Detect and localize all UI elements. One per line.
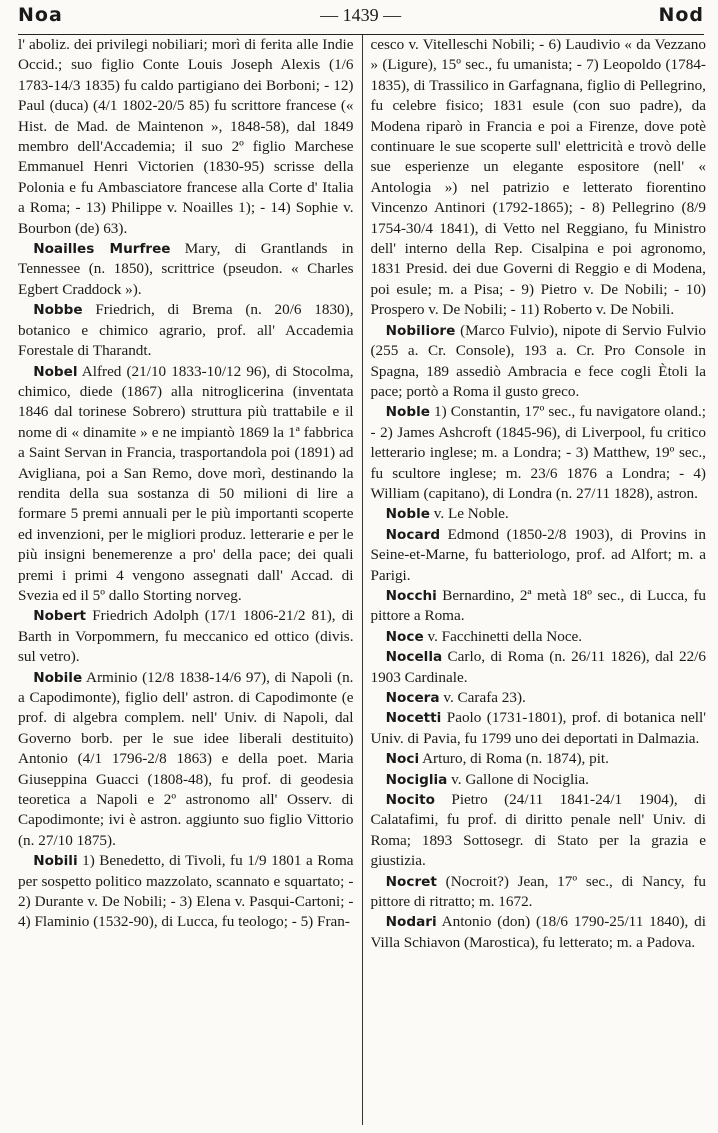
dictionary-entry: [370, 586, 706, 627]
entry-text: Mary, di Grantlands in Tennessee (n. 1850), scrittrice (pseudon. « Charles Egbert Craddock »).: [18, 240, 354, 298]
page-header: [18, 4, 704, 35]
dictionary-entry: [370, 790, 706, 872]
entry-headword: Nocard: [385, 526, 441, 543]
dictionary-entry: [18, 851, 354, 933]
column-rule: [362, 35, 363, 1125]
dictionary-entry: [370, 35, 706, 321]
page-number: — 1439 —: [320, 5, 402, 25]
dictionary-entry: [18, 35, 354, 239]
columns: [18, 35, 706, 1125]
dictionary-entry: [18, 362, 354, 607]
entry-headword: Nocella: [385, 649, 443, 666]
entry-headword: Nobel: [33, 363, 78, 380]
dictionary-entry: [18, 239, 354, 300]
entry-text: 1) Constantin, 17º sec., fu navigatore oland.; - 2) James Ashcroft (1845-96), di Liverpool, fu critico letterario inglese; m. a Londra; - 3) Matthew, 19º sec., fu scultore inglese; m. 23/6 1876 a Londra; - 4) William (capitano), di Londra (n. 27/11 1828), astron.: [370, 403, 706, 502]
entry-headword: Nobbe: [33, 302, 83, 319]
dictionary-entry: [370, 912, 706, 953]
entry-headword: Noce: [385, 628, 424, 645]
entry-text: 1) Benedetto, di Tivoli, fu 1/9 1801 a Roma per sospetto politico mazzolato, scannato e squartato; - 2) Durante v. De Nobili; - 3) Elena v. Pasqui-Cartoni; - 4) Flaminio (1532-90), di Lucca, fu teologo; - 5) Fran-: [18, 852, 354, 931]
entry-headword: Nobile: [33, 669, 83, 686]
dictionary-entry: [18, 300, 354, 361]
entry-text: v. Facchinetti della Noce.: [427, 627, 583, 645]
entry-headword: Noble: [385, 404, 430, 421]
entry-text: (Marco Fulvio), nipote di Servio Fulvio (255 a. Cr. Console), 193 a. Cr. Pro Console in Spagna, 189 assediò Ambracia e fece cogli Ètoli la pace; portò a Roma il gusto greco.: [370, 321, 706, 400]
entry-text: Arturo, di Roma (n. 1874), pit.: [422, 750, 609, 768]
dictionary-entry: [370, 749, 706, 769]
entry-text: Pietro (24/11 1841-24/1 1904), di Calatafimi, fu prof. di diritto penale nell' Univ. di Roma; 1893 Sottosegr. di Stato per la grazia e giustizia.: [370, 791, 706, 870]
entry-text: (Nocroit?) Jean, 17º sec., di Nancy, fu pittore di ritratto; m. 1672.: [370, 872, 706, 911]
entry-text: Friedrich, di Brema (n. 20/6 1830), botanico e chimico agrario, prof. all' Accademia Forestale di Tharandt.: [18, 301, 354, 360]
entry-text: Paolo (1731-1801), prof. di botanica nell' Univ. di Pavia, fu 1799 uno dei deportati in Dalmazia.: [370, 709, 706, 747]
entry-text: v. Carafa 23).: [443, 689, 526, 706]
header-right-word: Nod: [658, 4, 704, 26]
dictionary-entry: [370, 688, 706, 708]
entry-headword: Nocito: [385, 792, 435, 809]
entry-text: Arminio (12/8 1838-14/6 97), di Napoli (n. a Capodimonte), figlio dell' astron. di Capodimonte (e prof. di algebra complem. nell' Univ. di Napoli, dal Governo borb. per le sue idee liberali destituito) Antonio (4/1 1796-2/8 1863) e della poet. Maria Giuseppina Guacci (1808-48), fu prof. di geodesia teoretica a Napoli e 2º astronomo all' Osserv. di Capodimonte; ivi è astron. aggiunto suo figlio Vittorio (n. 27/10 1875).: [18, 668, 354, 849]
entry-text: Antonio (don) (18/6 1790-25/11 1840), di Villa Schiavon (Marostica), fu letterato; m. a Padova.: [370, 913, 706, 951]
header-left-word: Noa: [18, 4, 63, 26]
dictionary-entry: [370, 402, 706, 504]
left-column: [18, 35, 354, 1125]
entry-text: Friedrich Adolph (17/1 1806-21/2 81), di Barth in Vorpommern, fu meccanico ed ottico (divis. sul vetro).: [18, 607, 354, 666]
entry-headword: Nobert: [33, 608, 87, 625]
entry-text: Carlo, di Roma (n. 26/11 1826), dal 22/6 1903 Cardinale.: [370, 648, 706, 686]
entry-headword: Nocera: [385, 690, 440, 706]
entry-headword: Noailles Murfree: [33, 241, 171, 258]
entry-headword: Nocetti: [385, 710, 442, 727]
entry-headword: Nociglia: [385, 771, 448, 788]
entry-text: v. Le Noble.: [433, 505, 509, 523]
entry-headword: Noci: [385, 751, 420, 768]
dictionary-entry: [370, 647, 706, 688]
dictionary-entry: [370, 627, 706, 647]
entry-headword: Noble: [385, 506, 430, 523]
dictionary-entry: [370, 872, 706, 913]
entry-headword: Nocchi: [385, 587, 437, 604]
entry-text: cesco v. Vitelleschi Nobili; - 6) Laudivio « da Vezzano » (Ligure), 15º sec., fu umanista; - 7) Leopoldo (1784-1835), di Trassilico in Garfagnana, figlio di Pellegrino, fu celebre fisico; 1831 esule (con suo padre), da Modena riparò in Francia e poi a Firenze, dove potè continuare le sue scoperte sull' elettricità e trovò delle sue esperienze un elegante espositore (nell' « Antologia ») nel patrizio e letterato fiorentino Vincenzo Antinori (1792-1865); - 8) Pellegrino (8/9 1754-30/4 1841), di Vetto nel Reggiano, fu Ministro dell' interno della Rep. Cisalpina e poi agronomo, 1831 Presid. dei due Governi di Reggio e di Modena, poi esule; m. a Pisa; - 9) Pietro v. De Nobili; - 10) Prospero v. De Nobili; - 11) Roberto v. De Nobili.: [370, 36, 706, 319]
dictionary-entry: [370, 770, 706, 790]
entry-headword: Nobili: [33, 853, 78, 870]
dictionary-entry: [370, 504, 706, 524]
dictionary-entry: [370, 525, 706, 586]
entry-text: Bernardino, 2ª metà 18º sec., di Lucca, fu pittore a Roma.: [370, 586, 706, 625]
entry-text: v. Gallone di Nociglia.: [451, 770, 589, 788]
dictionary-entry: [370, 708, 706, 749]
dictionary-entry: [18, 668, 354, 852]
entry-text: Alfred (21/10 1833-10/12 96), di Stocolma, chimico, diede (1867) alla nitroglicerina (inventata 1846 dal torinese Sobrero) struttura più trattabile e il nome di « dinamite » e ne impiantò 1869 la 1ª fabbrica a Saint Servan in Francia, trasportandola poi (1891) ad Avigliana, poi a San Remo, dove morì, destinando la rendita della sua sostanza di 50 milioni di lire a formare 5 premi annuali per le più importanti scoperte ed invenzioni, per le migliori produz. letterarie e per le più insigni benemerenze a pro' della pace; dei quali premi i primi 4 vengono assegnati dall' Accad. di Svezia ed il 5º dallo Storting norveg.: [18, 362, 354, 604]
dictionary-entry: [370, 321, 706, 403]
entry-headword: Nobiliore: [385, 322, 456, 339]
entry-text: l' aboliz. dei privilegi nobiliari; morì di ferita alle Indie Occid.; suo figlio Conte Louis Joseph Alexis (1/6 1783-14/3 1835) fu caldo partigiano dei Borboni; - 12) Paul (duca) (4/1 1802-20/5 85) fu scrittore francese (« Hist. de Mad. de Maintenon », 1848-58), dal 1849 membro dell'Accademia; il suo 2º figlio Marchese Emmanuel Henri Victorien (1830-95) scrisse della Polonia e fu Ambasciatore francese alla Corte d' Italia a Roma; - 13) Philippe v. Noailles 1); - 14) Sophie v. Bourbon (de) 63).: [18, 36, 354, 237]
entry-text: Edmond (1850-2/8 1903), di Provins in Seine-et-Marne, fu batteriologo, prof. ad Alfort; m. a Parigi.: [370, 525, 706, 584]
entry-headword: Nodari: [385, 914, 437, 931]
dictionary-entry: [18, 606, 354, 667]
right-column: [370, 35, 706, 1125]
entry-headword: Nocret: [385, 873, 437, 890]
